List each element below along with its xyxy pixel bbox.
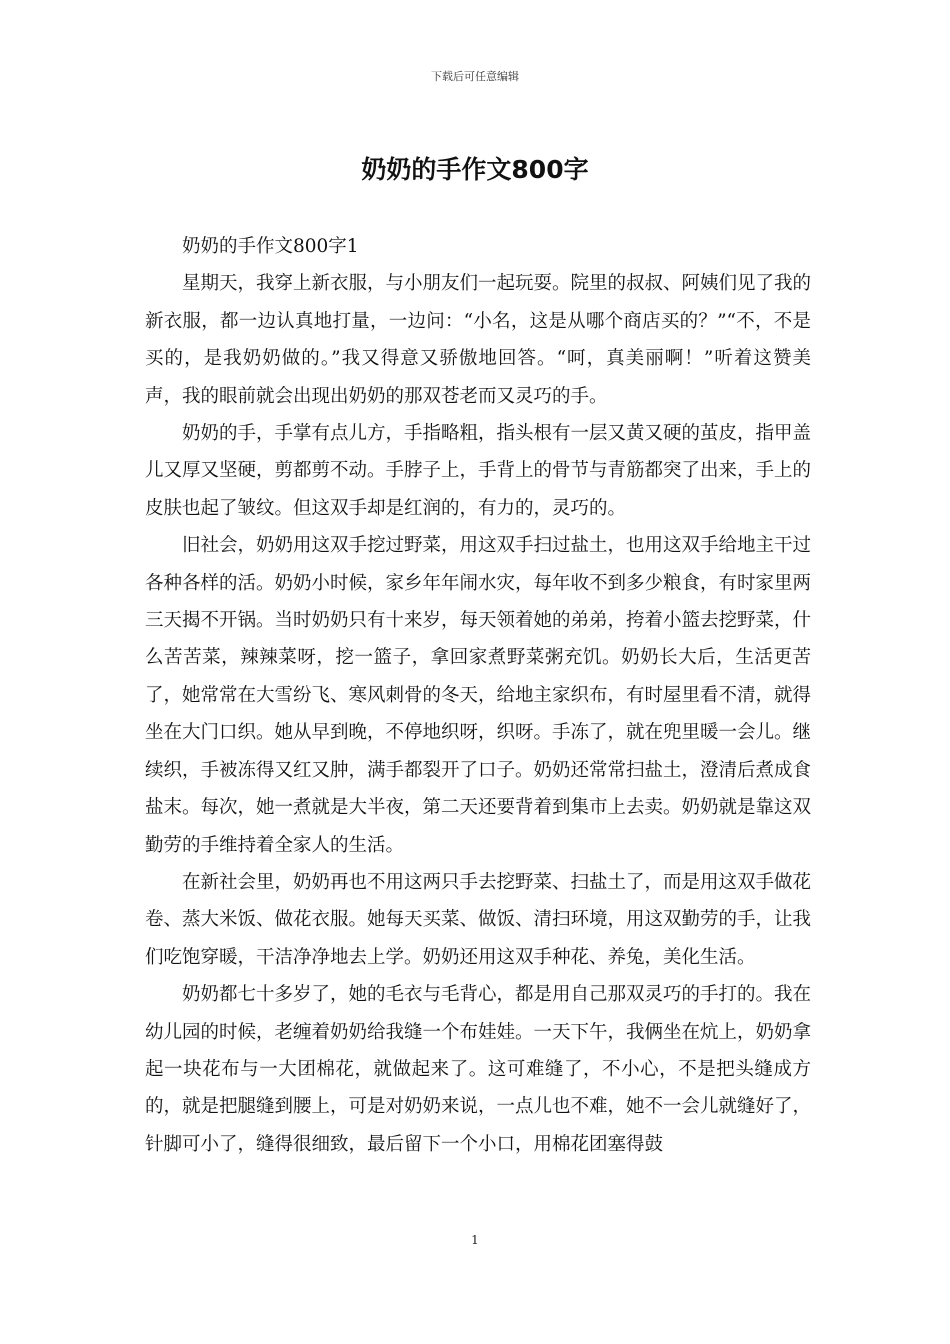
paragraph: 星期天，我穿上新衣服，与小朋友们一起玩耍。院里的叔叔、阿姨们见了我的新衣服，都一边认真地打量，一边问：“小名，这是从哪个商店买的？”“不，不是买的，是我奶奶做的。”我又得意又骄傲地回答。“呵，真美丽啊！”听着这赞美声，我的眼前就会出现出奶奶的那双苍老而又灵巧的手。 bbox=[145, 273, 812, 407]
paragraph: 在新社会里，奶奶再也不用这两只手去挖野菜、扫盐土了，而是用这双手做花卷、蒸大米饭、做花衣服。她每天买菜、做饭、清扫环境，用这双勤劳的手，让我们吃饱穿暖，干洁净净地去上学。奶奶还用这双手种花、养兔，美化生活。 bbox=[145, 871, 812, 968]
document-title: 奶奶的手作文800字 bbox=[361, 155, 589, 184]
document-body bbox=[145, 228, 811, 1163]
page-number: 1 bbox=[471, 1233, 479, 1247]
section-heading: 奶奶的手作文800字1 bbox=[182, 236, 359, 257]
paragraph: 旧社会，奶奶用这双手挖过野菜，用这双手扫过盐土，也用这双手给地主干过各种各样的活。奶奶小时候，家乡年年闹水灾，每年收不到多少粮食，有时家里两三天揭不开锅。当时奶奶只有十来岁，每天领着她的弟弟，挎着小篮去挖野菜，什么苦苦菜，辣辣菜呀，挖一篮子，拿回家煮野菜粥充饥。奶奶长大后，生活更苦了，她常常在大雪纷飞、寒风刺骨的冬天，给地主家织布，有时屋里看不清，就得坐在大门口织。她从早到晚，不停地织呀，织呀。手冻了，就在兜里暖一会儿。继续织，手被冻得又红又肿，满手都裂开了口子。奶奶还常常扫盐土，澄清后煮成食盐末。每次，她一煮就是大半夜，第二天还要背着到集市上去卖。奶奶就是靠这双勤劳的手维持着全家人的生活。 bbox=[145, 535, 812, 856]
paragraph: 奶奶的手，手掌有点儿方，手指略粗，指头根有一层又黄又硬的茧皮，指甲盖儿又厚又坚硬，剪都剪不动。手脖子上，手背上的骨节与青筋都突了出来，手上的皮肤也起了皱纹。但这双手却是红润的，有力的，灵巧的。 bbox=[145, 423, 812, 519]
paragraph: 奶奶都七十多岁了，她的毛衣与毛背心，都是用自己那双灵巧的手打的。我在幼儿园的时候，老缠着奶奶给我缝一个布娃娃。一天下午，我俩坐在炕上，奶奶拿起一块花布与一大团棉花，就做起来了。这可难缝了，不小心，不是把头缝成方的，就是把腿缝到腰上，可是对奶奶来说，一点儿也不难，她不一会儿就缝好了，针脚可小了，缝得很细致，最后留下一个小口，用棉花团塞得鼓 bbox=[145, 984, 812, 1155]
page-header-note: 下载后可任意编辑 bbox=[431, 70, 519, 83]
